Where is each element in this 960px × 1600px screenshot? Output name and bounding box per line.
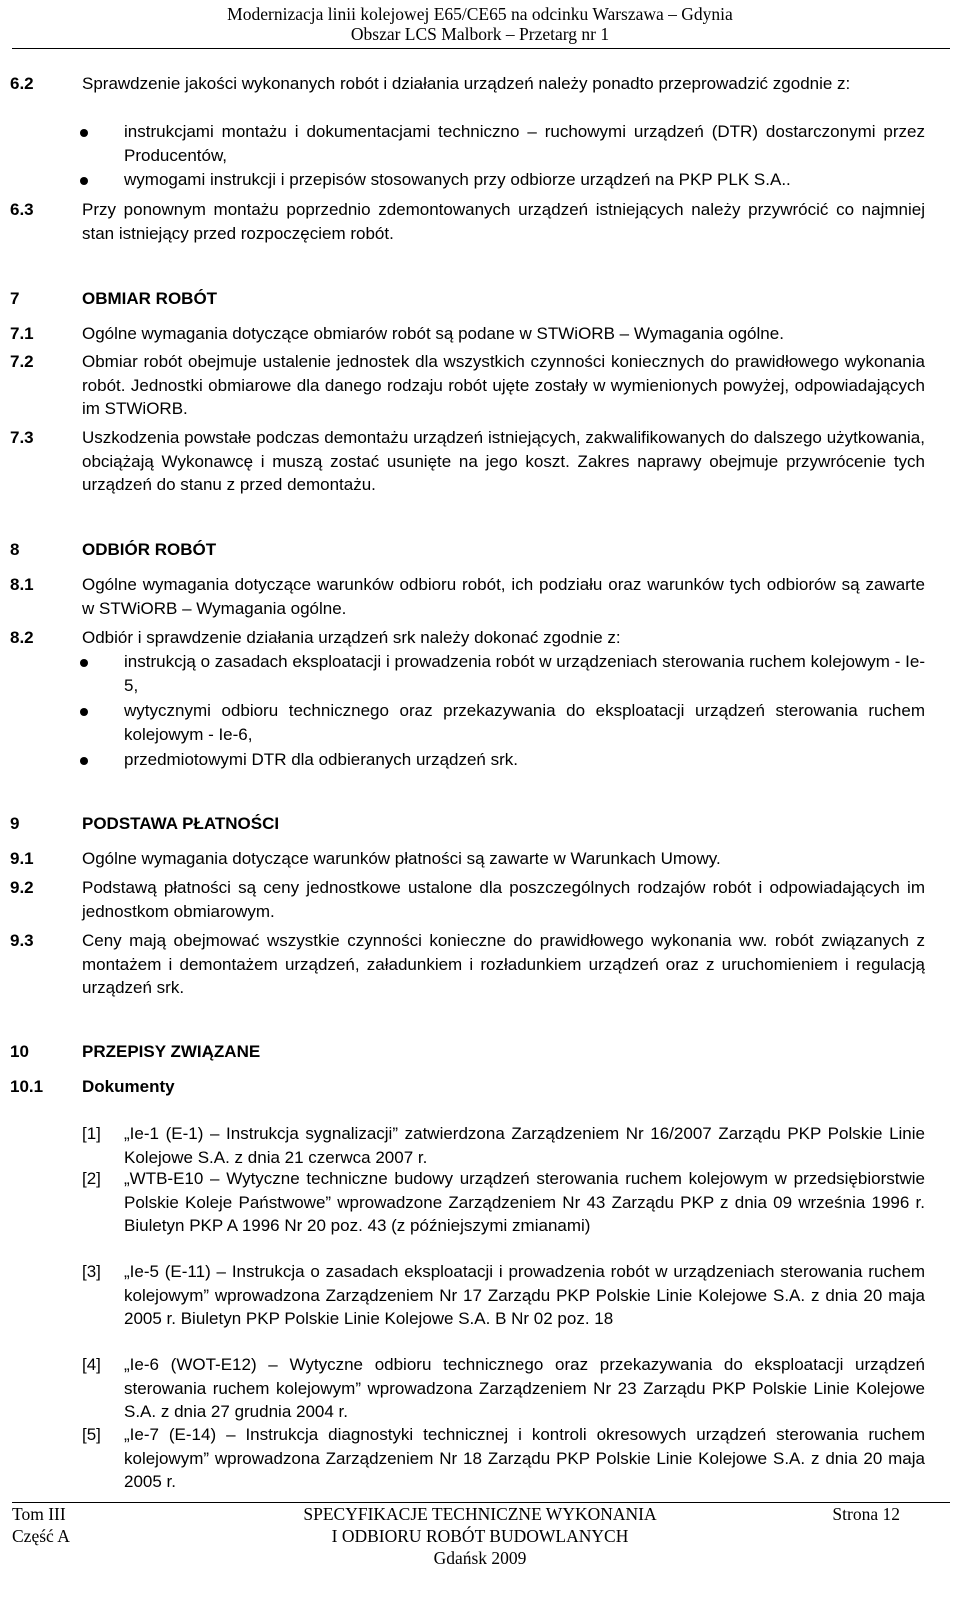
section-7-3-text: Uszkodzenia powstałe podczas demontażu urządzeń istniejących, zakwalifikowanych do dalszego użytkowania, obciążają Wykonawcę i muszą zostać usunięte na jego koszt. Zakres naprawy obejmuje przywrócenie tych urządzeń do stanu z przed demontażu. bbox=[82, 428, 925, 495]
header-line-1: Modernizacja linii kolejowej E65/CE65 na odcinku Warszawa – Gdynia bbox=[227, 4, 733, 24]
section-9-3-text: Ceny mają obejmować wszystkie czynności konieczne do prawidłowego wykonania ww. robót związanych z montażem i demontażem urządzeń, załadunkiem i rozładunkiem urządzeń oraz z uruchomieniem i regulacją urządzeń srk. bbox=[82, 931, 925, 998]
section-10-1-number: 10.1 bbox=[10, 1077, 44, 1096]
section-8-1-number: 8.1 bbox=[10, 575, 34, 594]
section-8-2-text: Odbiór i sprawdzenie działania urządzeń srk należy dokonać zgodnie z: bbox=[82, 628, 621, 647]
section-7-1-number: 7.1 bbox=[10, 324, 34, 343]
footer-page-number: Strona 12 bbox=[832, 1504, 900, 1524]
section-6-2-bullet-1: instrukcjami montażu i dokumentacjami techniczno – ruchowymi urządzeń (DTR) dostarczonymi przez Producentów, bbox=[124, 122, 925, 165]
footer-part: Część A bbox=[12, 1526, 70, 1546]
footer-title-line-1: SPECYFIKACJE TECHNICZNE WYKONANIA bbox=[303, 1504, 657, 1524]
section-8-2-bullet-2: wytycznymi odbioru technicznego oraz przekazywania do eksploatacji urządzeń sterowania ruchem kolejowym - Ie-6, bbox=[124, 701, 925, 744]
header-rule bbox=[12, 48, 950, 49]
reference-4-number: [4] bbox=[82, 1355, 101, 1374]
section-8-1-text: Ogólne wymagania dotyczące warunków odbioru robót, ich podziału oraz warunków tych odbiorów są zawarte w STWiORB – Wymagania ogólne. bbox=[82, 575, 925, 618]
footer-volume: Tom III bbox=[12, 1504, 66, 1524]
section-7-title: OBMIAR ROBÓT bbox=[82, 289, 218, 308]
reference-4-text: „Ie-6 (WOT-E12) – Wytyczne odbioru technicznego oraz przekazywania do eksploatacji urządzeń sterowania ruchem kolejowym” wprowadzona Zarządzeniem Nr 23 Zarządu PKP Polskie Linie Kolejowe S.A. z dnia 27 grudnia 2004 r. bbox=[124, 1355, 925, 1422]
section-9-1-text: Ogólne wymagania dotyczące warunków płatności są zawarte w Warunkach Umowy. bbox=[82, 849, 721, 868]
bullet-dot bbox=[80, 177, 88, 185]
section-8-title: ODBIÓR ROBÓT bbox=[82, 540, 217, 559]
section-7-2-text: Obmiar robót obejmuje ustalenie jednostek dla wszystkich czynności koniecznych do prawidłowego wykonania robót. Jednostki obmiarowe dla danego rodzaju robót ujęte zostały w wymienionych powyżej, odpowiadających im STWiORB. bbox=[82, 352, 925, 419]
section-9-1-number: 9.1 bbox=[10, 849, 34, 868]
reference-5-text: „Ie-7 (E-14) – Instrukcja diagnostyki technicznej i kontroli okresowych urządzeń sterowania ruchem kolejowym” wprowadzona Zarządzeniem Nr 18 Zarządu PKP Polskie Linie Kolejowe S.A. z dnia 20 maja 2005 r. bbox=[124, 1425, 925, 1492]
section-7-number: 7 bbox=[10, 289, 20, 308]
footer-rule bbox=[12, 1502, 950, 1503]
section-6-2-number: 6.2 bbox=[10, 74, 34, 93]
section-8-2-bullet-1: instrukcją o zasadach eksploatacji i prowadzenia robót w urządzeniach sterowania ruchem kolejowym - Ie-5, bbox=[124, 652, 925, 695]
section-7-3-number: 7.3 bbox=[10, 428, 34, 447]
section-8-2-number: 8.2 bbox=[10, 628, 34, 647]
section-8-number: 8 bbox=[10, 540, 20, 559]
header-line-2: Obszar LCS Malbork – Przetarg nr 1 bbox=[350, 24, 610, 44]
reference-3-number: [3] bbox=[82, 1262, 101, 1281]
section-9-2-number: 9.2 bbox=[10, 878, 34, 897]
section-6-2-bullet-2: wymogami instrukcji i przepisów stosowanych przy odbiorze urządzeń na PKP PLK S.A.. bbox=[124, 170, 791, 189]
section-9-3-number: 9.3 bbox=[10, 931, 34, 950]
bullet-dot bbox=[80, 659, 88, 667]
reference-2-text: „WTB-E10 – Wytyczne techniczne budowy urządzeń sterowania ruchem kolejowym w przedsiębiorstwie Polskie Koleje Państwowe” wprowadzone Zarządzeniem Nr 43 Zarządu PKP z dnia 09 września 1996 r. Biuletyn PKP A 1996 Nr 20 poz. 43 (z późniejszymi zmianami) bbox=[124, 1169, 925, 1236]
section-9-2-text: Podstawą płatności są ceny jednostkowe ustalone dla poszczególnych rodzajów robót i odpowiadających im jednostkom obmiarowym. bbox=[82, 878, 925, 921]
section-10-1-title: Dokumenty bbox=[82, 1077, 175, 1096]
bullet-dot bbox=[80, 129, 88, 137]
reference-1-text: „Ie-1 (E-1) – Instrukcja sygnalizacji” zatwierdzona Zarządzeniem Nr 16/2007 Zarządu PKP Polskie Linie Kolejowe S.A. z dnia 21 czerwca 2007 r. bbox=[124, 1124, 925, 1167]
reference-1-number: [1] bbox=[82, 1124, 101, 1143]
section-7-1-text: Ogólne wymagania dotyczące obmiarów robót są podane w STWiORB – Wymagania ogólne. bbox=[82, 324, 784, 343]
section-7-2-number: 7.2 bbox=[10, 352, 34, 371]
section-10-title: PRZEPISY ZWIĄZANE bbox=[82, 1042, 261, 1061]
section-6-3-text: Przy ponownym montażu poprzednio zdemontowanych urządzeń istniejących należy przywrócić co najmniej stan istniejący przed rozpoczęciem robót. bbox=[82, 200, 925, 243]
section-9-number: 9 bbox=[10, 814, 20, 833]
section-6-3-number: 6.3 bbox=[10, 200, 34, 219]
bullet-dot bbox=[80, 708, 88, 716]
section-9-title: PODSTAWA PŁATNOŚCI bbox=[82, 814, 280, 833]
section-6-2-text: Sprawdzenie jakości wykonanych robót i działania urządzeń należy ponadto przeprowadzić zgodnie z: bbox=[82, 74, 851, 93]
reference-3-text: „Ie-5 (E-11) – Instrukcja o zasadach eksploatacji i prowadzenia robót w urządzeniach sterowania ruchem kolejowym” wprowadzona Zarządzeniem Nr 17 Zarządu PKP Polskie Linie Kolejowe S.A. z dnia 20 maja 2005 r. Biuletyn PKP Polskie Linie Kolejowe S.A. B Nr 02 poz. 18 bbox=[124, 1262, 925, 1329]
section-10-number: 10 bbox=[10, 1042, 29, 1061]
section-8-2-bullet-3: przedmiotowymi DTR dla odbieranych urządzeń srk. bbox=[124, 750, 518, 769]
footer-place-year: Gdańsk 2009 bbox=[433, 1548, 527, 1568]
footer-title-line-2: I ODBIORU ROBÓT BUDOWLANYCH bbox=[331, 1526, 629, 1546]
reference-5-number: [5] bbox=[82, 1425, 101, 1444]
reference-2-number: [2] bbox=[82, 1169, 101, 1188]
bullet-dot bbox=[80, 757, 88, 765]
